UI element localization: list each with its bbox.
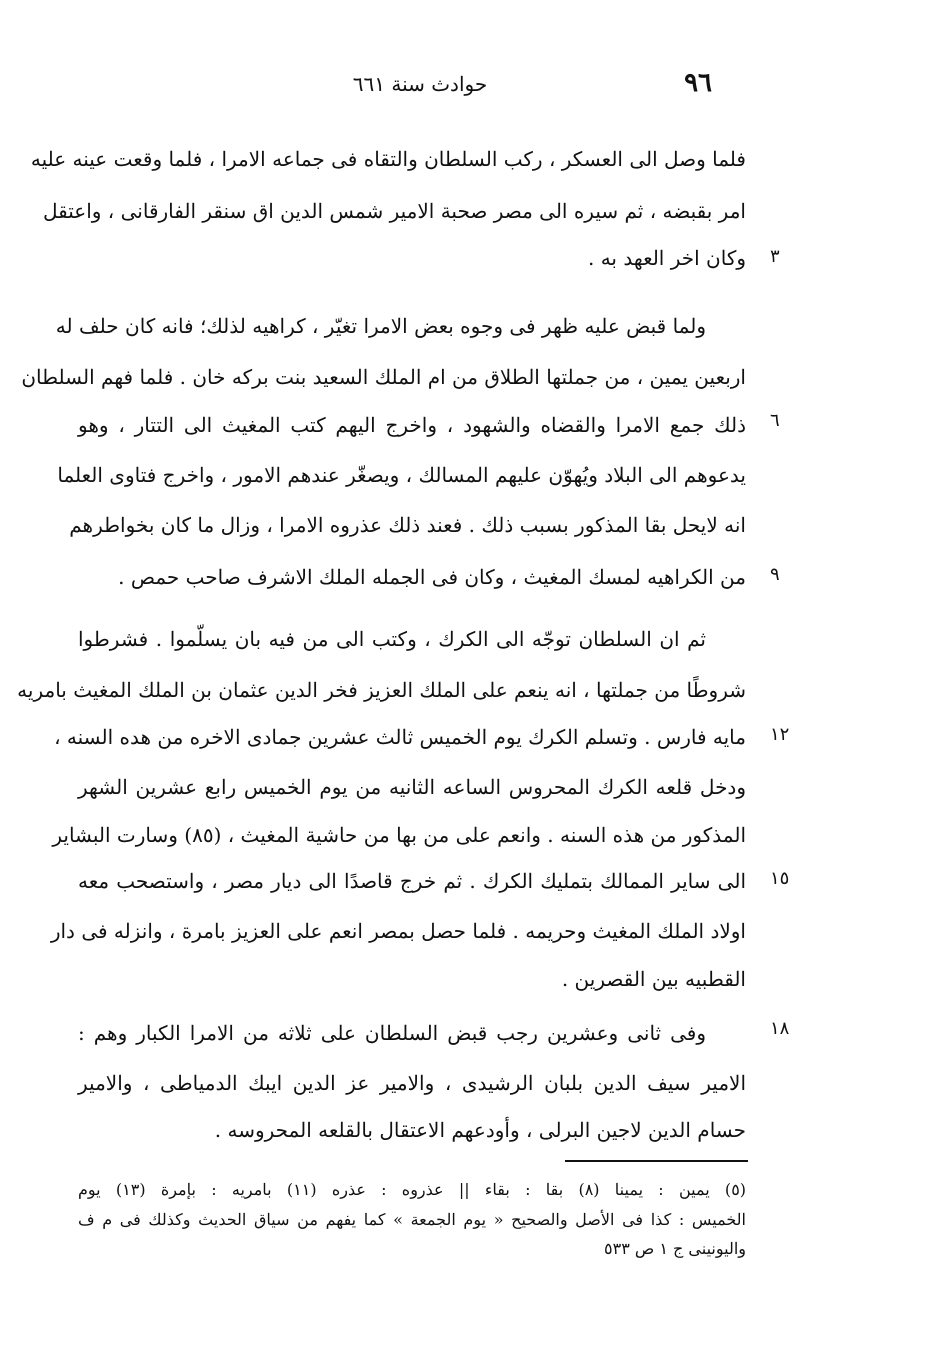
footnote-rule: [565, 1160, 748, 1162]
text-line: اربعين يمين ، من جملتها الطلاق من ام الملك السعيد بنت بركه خان . فلما فهم السلطان: [21, 365, 746, 389]
text-line: ودخل قلعه الكرك المحروس الساعه الثانيه من يوم الخميس رابع عشرين الشهر: [78, 775, 746, 799]
line-number: ٩: [770, 564, 780, 585]
text-line: ذلك جمع الامرا والقضاه والشهود ، واخرج اليهم كتب المغيث الى التتار ، وهو: [78, 413, 746, 437]
text-line: فلما وصل الى العسكر ، ركب السلطان والتقاه فى جماعه الامرا ، فلما وقعت عينه عليه: [30, 147, 746, 171]
footnote-line: (٥) يمين : يمينا (٨) بقا : بقاء || عذروه : عذره (١١) بامريه : بإمرة (١٣) يوم: [78, 1180, 747, 1199]
running-title: حوادث سنة ٦٦١: [352, 72, 488, 96]
text-line: القطبيه بين القصرين .: [561, 967, 746, 991]
line-number: ٦: [770, 410, 780, 431]
text-line: الامير سيف الدين بلبان الرشيدى ، والامير عز الدين ايبك الدمياطى ، والامير: [78, 1071, 746, 1095]
line-number: ١٥: [770, 868, 790, 889]
text-line: مايه فارس . وتسلم الكرك يوم الخميس ثالث عشرين جمادى الاخره من هده السنه ،: [54, 725, 746, 749]
text-line: ثم ان السلطان توجّه الى الكرك ، وكتب الى من فيه بان يسلّموا . فشرطوا: [78, 627, 706, 651]
text-line: اولاد الملك المغيث وحريمه . فلما حصل بمصر انعم على العزيز بامرة ، وانزله فى دار: [50, 919, 746, 943]
page-header: [80, 62, 760, 112]
line-number: ١٢: [770, 724, 790, 745]
page-number: ٩٦: [684, 68, 712, 98]
text-line: وكان اخر العهد به .: [587, 246, 746, 270]
text-line: يدعوهم الى البلاد ويُهوّن عليهم المسالك ، ويصغّر عندهم الامور ، واخرج فتاوى العلما: [57, 463, 746, 487]
text-line: المذكور من هذه السنه . وانعم على من بها من حاشية المغيث ، (٨٥) وسارت البشاير: [52, 823, 746, 847]
line-number: ٣: [770, 246, 780, 267]
footnote-line: واليونينى ج ١ ص ٥٣٣: [604, 1239, 746, 1258]
line-number: ١٨: [770, 1018, 790, 1039]
footnote-line: الخميس : كذا فى الأصل والصحيح « يوم الجمعة » كما يفهم من سياق الحديث وكذلك فى م ف: [78, 1210, 746, 1229]
text-line: وفى ثانى وعشرين رجب قبض السلطان على ثلاثه من الامرا الكبار وهم :: [78, 1021, 706, 1045]
text-line: ولما قبض عليه ظهر فى وجوه بعض الامرا تغيّر ، كراهيه لذلك؛ فانه كان حلف له: [55, 314, 706, 338]
text-line: انه لايحل بقا المذكور بسبب ذلك . فعند ذلك عذروه الامرا ، وزال ما كان بخواطرهم: [69, 513, 746, 537]
text-line: امر بقبضه ، ثم سيره الى مصر صحبة الامير شمس الدين اق سنقر الفارقانى ، واعتقل: [43, 199, 746, 223]
text-line: الى ساير الممالك بتمليك الكرك . ثم خرج قاصدًا الى ديار مصر ، واستصحب معه: [78, 869, 747, 893]
text-line: من الكراهيه لمسك المغيث ، وكان فى الجمله الملك الاشرف صاحب حمص .: [118, 565, 746, 589]
text-line: شروطًا من جملتها ، انه ينعم على الملك العزيز فخر الدين عثمان بن الملك المغيث بامريه: [17, 678, 746, 702]
text-line: حسام الدين لاجين البرلى ، وأودعهم الاعتقال بالقلعه المحروسه .: [214, 1118, 746, 1142]
